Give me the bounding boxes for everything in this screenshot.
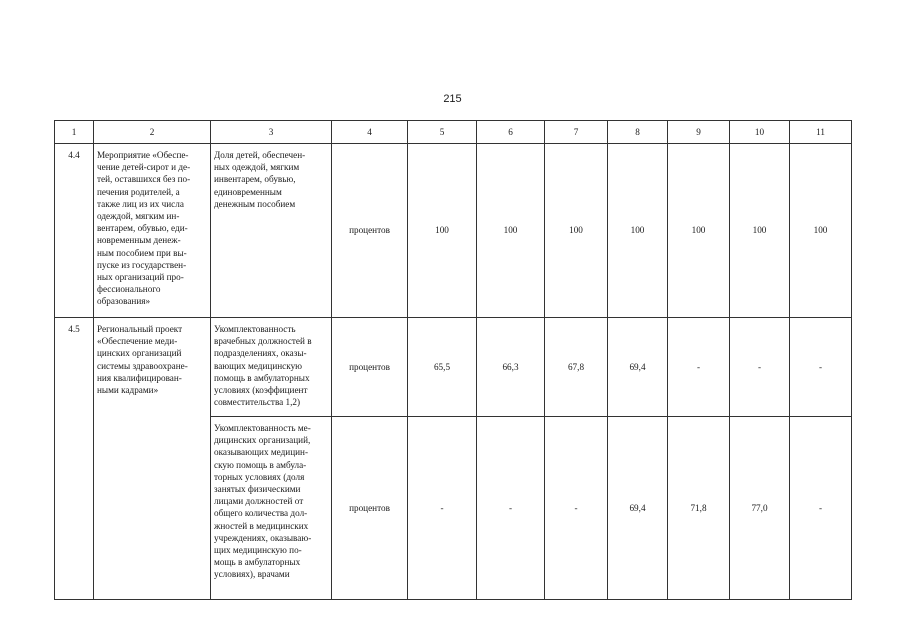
- value-cell: 69,4: [608, 318, 668, 417]
- value-cell: -: [408, 417, 477, 600]
- unit-cell: процентов: [332, 318, 408, 417]
- column-header: 8: [608, 121, 668, 144]
- unit-cell: процентов: [332, 144, 408, 318]
- table-row: [55, 318, 852, 417]
- value-cell: 100: [608, 144, 668, 318]
- column-header: 9: [668, 121, 730, 144]
- column-header: 7: [545, 121, 608, 144]
- value-cell: 100: [790, 144, 852, 318]
- value-cell: 67,8: [545, 318, 608, 417]
- column-header: 11: [790, 121, 852, 144]
- column-header: 10: [730, 121, 790, 144]
- value-cell: 69,4: [608, 417, 668, 600]
- unit-cell: процентов: [332, 417, 408, 600]
- event-name-cell: Мероприятие «Обеспе- чение детей-сирот и де- тей, оставшихся без по- печения родителей, а также лиц из их числа одеждой, мягким ин- вентарем, обувью, еди- новременным денеж- ным пособием при вы- пуске из государствен- ных организаций про- фессионального образования»: [94, 144, 211, 318]
- value-cell: 100: [477, 144, 545, 318]
- indicator-name-cell: Доля детей, обеспечен- ных одеждой, мягким инвентарем, обувью, единовременным денежным пособием: [211, 144, 332, 318]
- value-cell: -: [790, 318, 852, 417]
- column-header: 1: [55, 121, 94, 144]
- column-header: 6: [477, 121, 545, 144]
- value-cell: 65,5: [408, 318, 477, 417]
- row-number: 4.4: [55, 144, 94, 318]
- value-cell: 100: [730, 144, 790, 318]
- row-number: 4.5: [55, 318, 94, 600]
- value-cell: 66,3: [477, 318, 545, 417]
- value-cell: -: [477, 417, 545, 600]
- indicator-name-cell: Укомплектованность ме- дицинских организаций, оказывающих медицин- скую помощь в амбула- торных условиях (доля занятых физическими лицами должностей от общего количества дол- жностей в медицинских учреждениях, оказываю- щих медицинскую по- мощь в амбулаторных условиях), врачами: [211, 417, 332, 600]
- column-header: 3: [211, 121, 332, 144]
- value-cell: 100: [545, 144, 608, 318]
- value-cell: -: [790, 417, 852, 600]
- column-header: 5: [408, 121, 477, 144]
- value-cell: -: [668, 318, 730, 417]
- event-name-cell: Региональный проект «Обеспечение меди- цинских организаций системы здравоохране- ния квалифицирован- ными кадрами»: [94, 318, 211, 600]
- table-row: [55, 144, 852, 318]
- column-header: 4: [332, 121, 408, 144]
- indicator-table: [54, 120, 852, 600]
- value-cell: -: [730, 318, 790, 417]
- value-cell: -: [545, 417, 608, 600]
- value-cell: 100: [668, 144, 730, 318]
- page-number: 215: [443, 93, 462, 105]
- indicator-name-cell: Укомплектованность врачебных должностей в подразделениях, оказы- вающих медицинскую помощь в амбулаторных условиях (коэффициент совместительства 1,2): [211, 318, 332, 417]
- value-cell: 71,8: [668, 417, 730, 600]
- value-cell: 77,0: [730, 417, 790, 600]
- value-cell: 100: [408, 144, 477, 318]
- table-header-row: [55, 121, 852, 144]
- column-header: 2: [94, 121, 211, 144]
